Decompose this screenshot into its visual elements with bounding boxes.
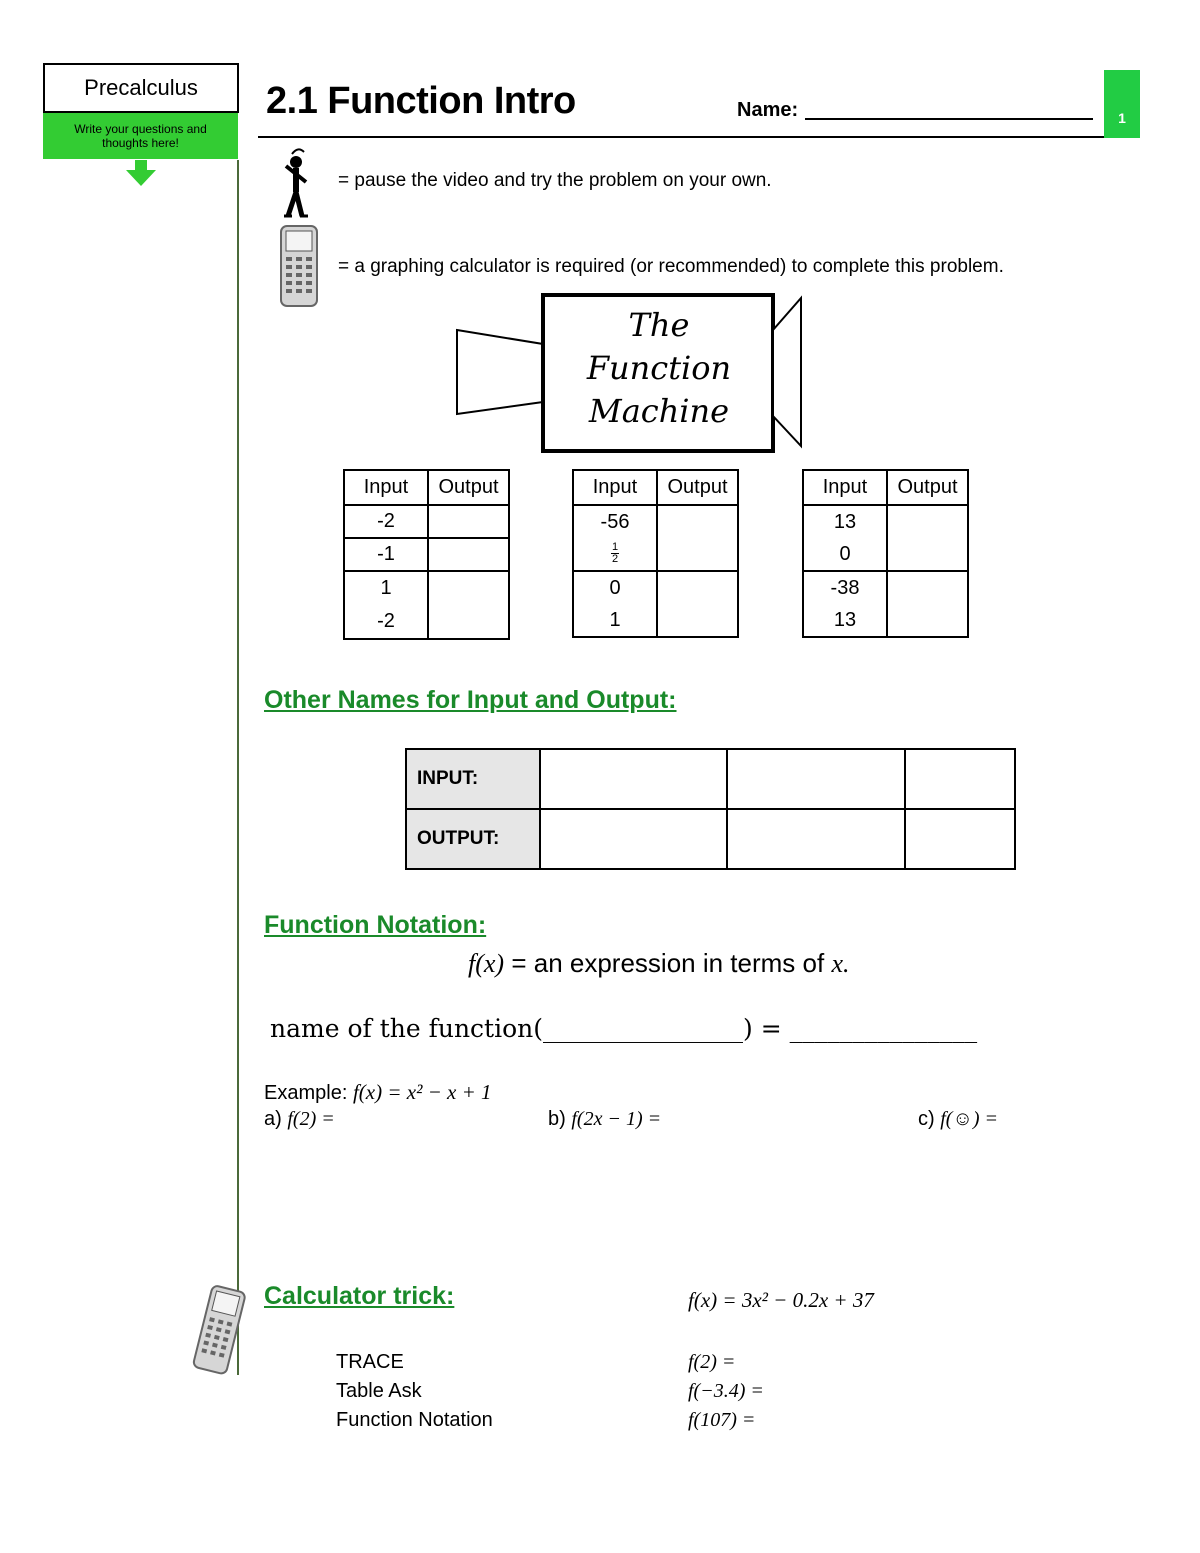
input-cell: -1 xyxy=(344,538,428,571)
machine-line-2: Function xyxy=(586,349,732,387)
definition-lhs: f(x) xyxy=(468,949,505,978)
output-cell[interactable] xyxy=(428,505,509,538)
evaluation-3: f(107) = xyxy=(688,1409,756,1431)
part-c-label: c) xyxy=(918,1108,935,1130)
course-label-box xyxy=(43,63,239,113)
machine-line-1: The xyxy=(628,306,690,344)
input-cell-pair xyxy=(803,505,887,571)
input-value: 0 xyxy=(609,577,621,599)
input-header: Input xyxy=(803,470,887,505)
example-label: Example: xyxy=(264,1082,348,1104)
part-a xyxy=(264,1108,335,1131)
part-b xyxy=(548,1108,661,1131)
input-name-cell[interactable] xyxy=(905,749,1015,809)
input-header: Input xyxy=(573,470,657,505)
machine-line-3: Machine xyxy=(588,392,730,430)
calculator-legend-text: = a graphing calculator is required (or recommended) to complete this problem. xyxy=(338,256,1004,277)
evaluation-2: f(−3.4) = xyxy=(688,1380,764,1402)
output-name-cell[interactable] xyxy=(727,809,905,869)
down-arrow-icon xyxy=(124,160,158,188)
input-name-cell[interactable] xyxy=(540,749,727,809)
output-header: Output xyxy=(657,470,738,505)
part-a-label: a) xyxy=(264,1108,282,1130)
input-value: -56 xyxy=(600,511,630,533)
pause-legend-text: = pause the video and try the problem on your own. xyxy=(338,170,772,191)
input-value: 1 xyxy=(380,577,392,599)
title-divider xyxy=(258,136,1104,138)
output-header: Output xyxy=(887,470,968,505)
output-cell[interactable] xyxy=(657,505,738,571)
output-cell[interactable] xyxy=(428,538,509,571)
function-notation-heading: Function Notation: xyxy=(264,911,487,939)
input-cell-pair xyxy=(344,571,428,639)
example-line xyxy=(264,1080,492,1105)
calculator-methods xyxy=(336,1348,493,1435)
input-row-label: INPUT: xyxy=(406,749,540,809)
example-expression: f(x) = x² − x + 1 xyxy=(352,1080,492,1104)
input-fraction xyxy=(574,538,656,569)
input-value: 13 xyxy=(833,609,857,631)
input-cell: -2 xyxy=(344,505,428,538)
definition-rhs: = an expression in terms of xyxy=(511,948,825,978)
input-value: 1 xyxy=(609,609,621,631)
name-of-function-line xyxy=(270,1014,977,1043)
input-cell-pair xyxy=(573,505,657,571)
input-name-cell[interactable] xyxy=(727,749,905,809)
calculator-function: f(x) = 3x² − 0.2x + 37 xyxy=(688,1288,874,1312)
output-row-label: OUTPUT: xyxy=(406,809,540,869)
output-header: Output xyxy=(428,470,509,505)
input-cell-pair xyxy=(803,571,887,637)
io-table-2 xyxy=(572,469,739,638)
calculator-trick-heading: Calculator trick: xyxy=(264,1282,455,1310)
name-field-line[interactable] xyxy=(805,118,1093,120)
name-line-blank-1[interactable]: ________________ xyxy=(543,1014,743,1043)
notes-margin-line xyxy=(237,160,239,1375)
other-names-heading: Other Names for Input and Output: xyxy=(264,686,677,714)
notes-banner-label: Write your questions and thoughts here! xyxy=(74,122,207,150)
function-machine-label xyxy=(545,304,773,433)
method-trace: TRACE xyxy=(336,1351,404,1373)
part-b-label: b) xyxy=(548,1108,566,1130)
name-line-blank-2[interactable]: _______________ xyxy=(789,1014,978,1043)
fraction-numerator: 1 xyxy=(611,541,619,554)
output-cell[interactable] xyxy=(887,571,968,637)
input-value: -2 xyxy=(377,610,395,632)
fraction-denominator: 2 xyxy=(611,553,619,566)
course-label: Precalculus xyxy=(84,75,198,100)
part-c xyxy=(918,1108,998,1131)
other-names-table xyxy=(405,748,1016,870)
notes-banner xyxy=(43,113,238,159)
input-value: -38 xyxy=(830,577,860,599)
output-cell[interactable] xyxy=(887,505,968,571)
graphing-calculator-icon xyxy=(188,1282,252,1380)
part-b-expression: f(2x − 1) = xyxy=(571,1108,662,1130)
io-table-1 xyxy=(343,469,510,640)
input-value: 0 xyxy=(839,543,851,565)
page-number-badge: 1 xyxy=(1104,70,1140,138)
part-c-expression: f(☺) = xyxy=(940,1108,999,1130)
output-name-cell[interactable] xyxy=(905,809,1015,869)
method-function-notation: Function Notation xyxy=(336,1409,493,1431)
output-cell[interactable] xyxy=(657,571,738,637)
name-line-close: ) = xyxy=(743,1014,782,1043)
name-label: Name: xyxy=(737,99,799,121)
input-value: 13 xyxy=(833,511,857,533)
part-a-expression: f(2) = xyxy=(287,1108,335,1130)
thinking-person-icon xyxy=(278,146,318,220)
notation-definition xyxy=(468,948,850,979)
output-name-cell[interactable] xyxy=(540,809,727,869)
method-table-ask: Table Ask xyxy=(336,1380,422,1402)
input-cell-pair xyxy=(573,571,657,637)
definition-var: x. xyxy=(831,949,850,978)
graphing-calculator-icon xyxy=(280,225,320,309)
calculator-evaluations xyxy=(688,1348,764,1435)
page-title: 2.1 Function Intro xyxy=(266,80,576,122)
evaluation-1: f(2) = xyxy=(688,1351,736,1373)
input-header: Input xyxy=(344,470,428,505)
output-cell[interactable] xyxy=(428,571,509,639)
io-table-3 xyxy=(802,469,969,638)
name-line-label: name of the function( xyxy=(270,1014,543,1043)
